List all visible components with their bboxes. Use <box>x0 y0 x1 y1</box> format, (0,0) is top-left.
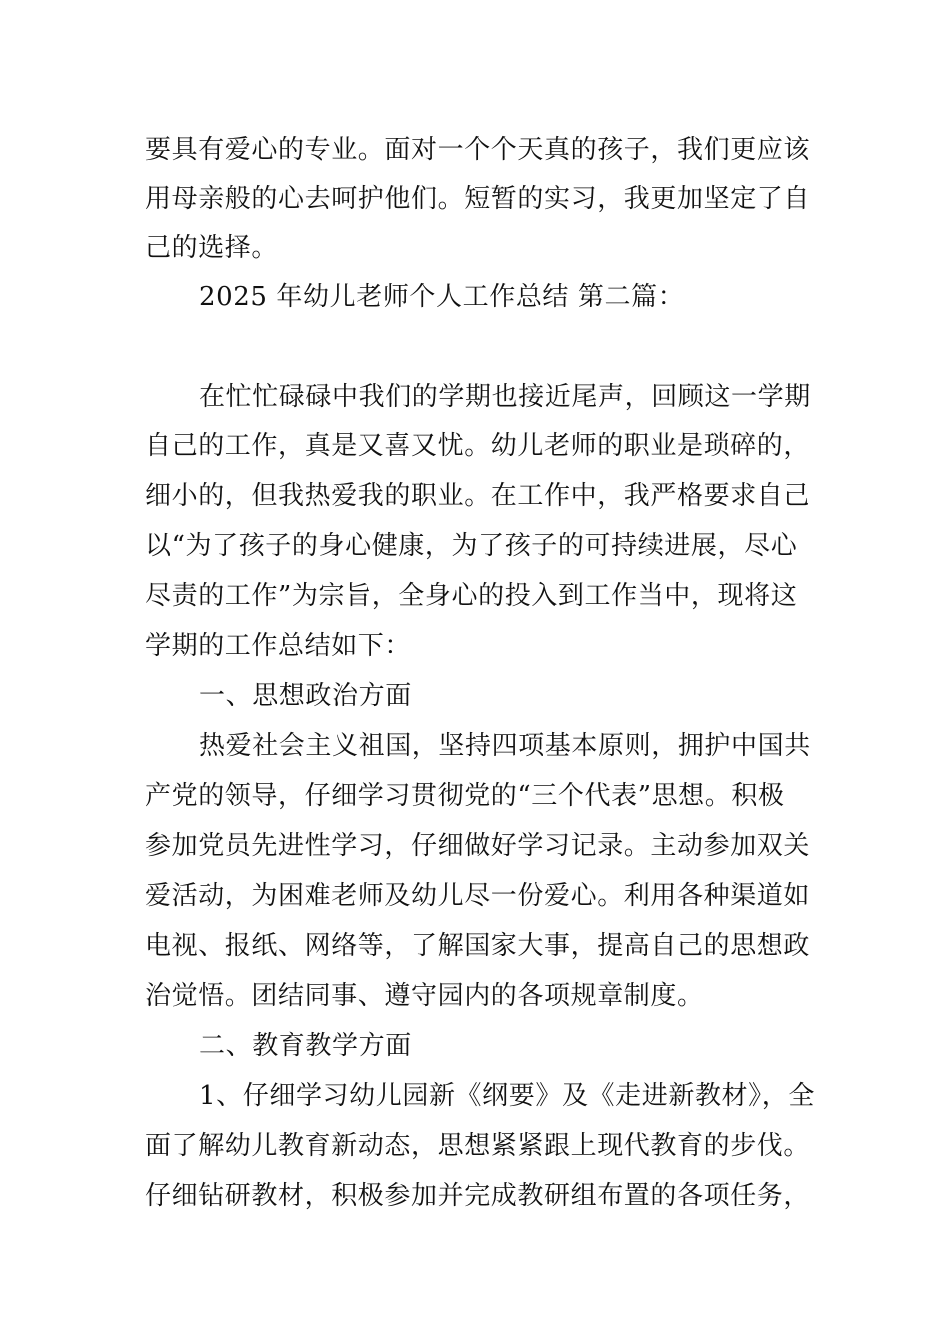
text-line: 治觉悟。团结同事、遵守园内的各项规章制度。 <box>145 981 704 1011</box>
text-line: 用母亲般的心去呵护他们。短暂的实习，我更加坚定了自 <box>145 184 811 214</box>
section-heading: 2025 年幼儿老师个人工作总结 第二篇： <box>199 282 685 312</box>
text-line: 电视、报纸、网络等，了解国家大事，提高自己的思想政 <box>145 931 811 961</box>
text-line: 热爱社会主义祖国，坚持四项基本原则，拥护中国共 <box>199 731 811 761</box>
text-line: 自己的工作，真是又喜又忧。幼儿老师的职业是琐碎的， <box>145 431 811 461</box>
text-line: 仔细钻研教材，积极参加并完成教研组布置的各项任务， <box>145 1181 811 1211</box>
subsection-heading: 二、教育教学方面 <box>199 1031 412 1061</box>
text-line: 学期的工作总结如下： <box>145 631 412 661</box>
text-line: 在忙忙碌碌中我们的学期也接近尾声，回顾这一学期 <box>199 382 811 412</box>
text-line: 参加党员先进性学习，仔细做好学习记录。主动参加双关 <box>145 831 811 861</box>
text-line: 要具有爱心的专业。面对一个个天真的孩子，我们更应该 <box>145 135 811 165</box>
text-line: 尽责的工作”为宗旨，全身心的投入到工作当中，现将这 <box>145 581 798 611</box>
text-line: 1、仔细学习幼儿园新《纲要》及《走进新教材》，全 <box>199 1081 815 1111</box>
text-line: 产党的领导，仔细学习贯彻党的“三个代表”思想。积极 <box>145 781 785 811</box>
subsection-heading: 一、思想政治方面 <box>199 681 412 711</box>
text-line: 面了解幼儿教育新动态，思想紧紧跟上现代教育的步伐。 <box>145 1131 811 1161</box>
text-line: 以“为了孩子的身心健康，为了孩子的可持续进展，尽心 <box>145 531 798 561</box>
text-line: 细小的，但我热爱我的职业。在工作中，我严格要求自己 <box>145 481 811 511</box>
text-line: 爱活动，为困难老师及幼儿尽一份爱心。利用各种渠道如 <box>145 881 811 911</box>
text-line: 己的选择。 <box>145 233 279 263</box>
